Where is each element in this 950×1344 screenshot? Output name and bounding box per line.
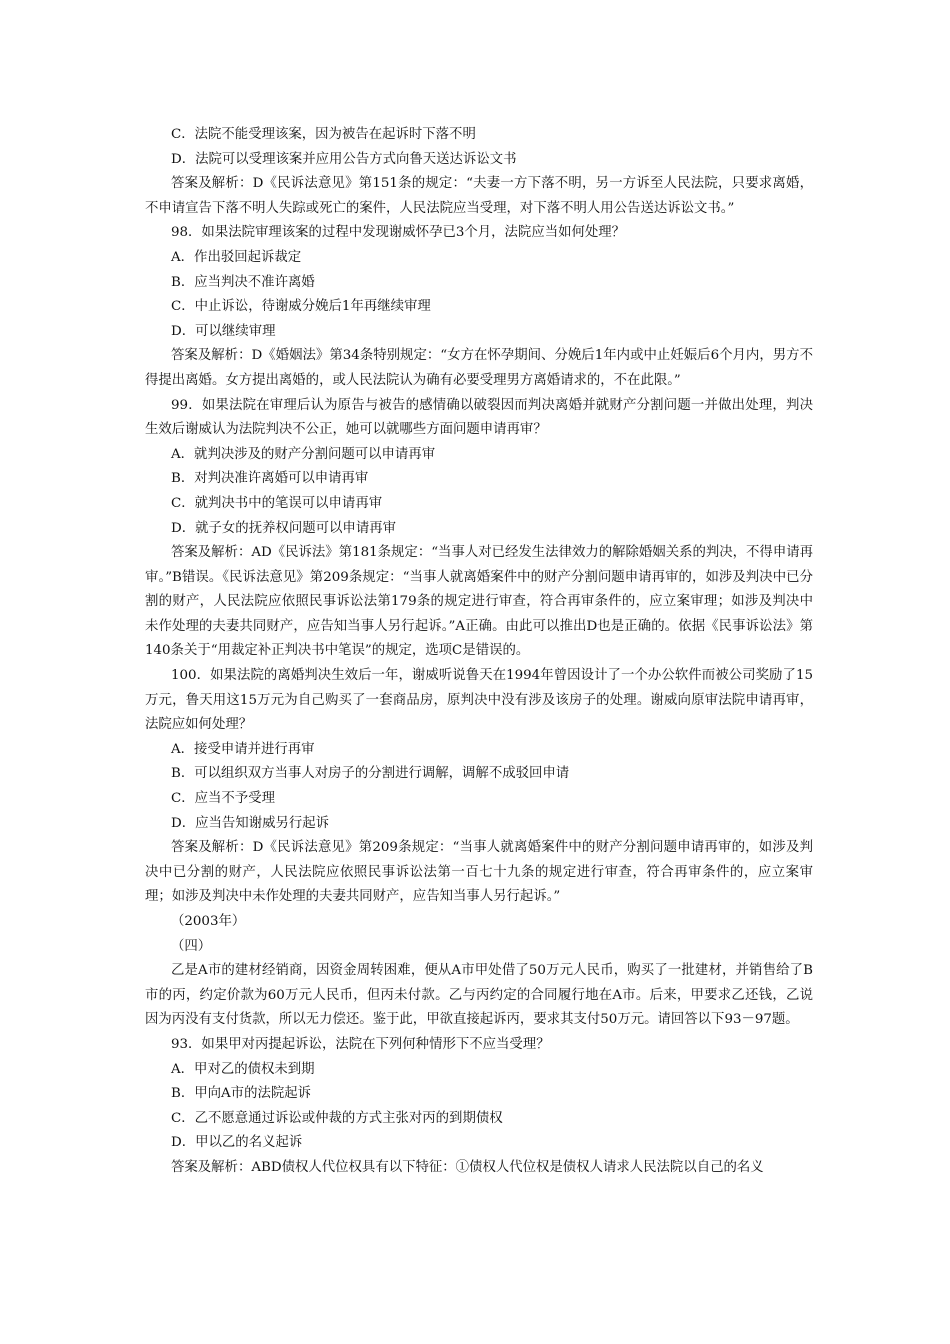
option-d: D．应当告知谢威另行起诉 [171,815,330,831]
question-100: 100．如果法院的离婚判决生效后一年，谢威听说鲁天在1994年曾因设计了一个办公软件而被公司奖励了15万元，鲁天用这15万元为自己购买了一套商品房，原判决中没有涉及该房子的处理。谢威向原审法院申请再审，法院应如何处理？ [145,668,813,733]
option-c: C．乙不愿意通过诉讼或仲裁的方式主张对丙的到期债权 [171,1110,503,1126]
option-c: C．就判决书中的笔误可以申请再审 [171,495,383,511]
answer-explanation: 答案及解析：D《婚姻法》第34条特别规定：“女方在怀孕期间、分娩后1年内或中止妊娠后6个月内，男方不得提出离婚。女方提出离婚的，或人民法院认为确有必要受理男方离婚请求的，不在此限。” [145,348,813,388]
answer-explanation: 答案及解析：D《民诉法意见》第151条的规定：“夫妻一方下落不明，另一方诉至人民法院，只要求离婚，不申请宣告下落不明人失踪或死亡的案件，人民法院应当受理，对下落不明人用公告送达诉讼文书。” [145,176,813,216]
option-b: B．甲向A市的法院起诉 [171,1086,312,1102]
option-d: D．可以继续审理 [171,323,276,339]
option-d: D．法院可以受理该案并应用公告方式向鲁天送达诉讼文书 [171,151,517,167]
option-a: A．就判决涉及的财产分割问题可以申请再审 [171,446,436,462]
question-99: 99．如果法院在审理后认为原告与被告的感情确以破裂因而判决离婚并就财产分割问题一并做出处理，判决生效后谢威认为法院判决不公正，她可以就哪些方面问题申请再审？ [145,397,813,438]
option-b: B．应当判决不准许离婚 [171,274,315,290]
section-heading: （四） [171,938,212,954]
answer-explanation: 答案及解析：ABD债权人代位权具有以下特征：①债权人代位权是债权人请求人民法院以自己的名义 [171,1159,764,1175]
option-c: C．中止诉讼，待谢威分娩后1年再继续审理 [171,299,431,315]
year-note: （2003年） [171,914,246,929]
option-c: C．应当不予受理 [171,791,275,807]
option-b: B．对判决准许离婚可以申请再审 [171,471,369,487]
option-b: B．可以组织双方当事人对房子的分割进行调解，调解不成驳回申请 [171,766,570,782]
answer-explanation: 答案及解析：D《民诉法意见》第209条规定：“当事人就离婚案件中的财产分割问题申请再审的，如涉及判决中已分割的财产，人民法院应依照民事诉讼法第一百七十九条的规定进行审查，符合再审条件的，应立案审理；如涉及判决中未作处理的夫妻共同财产，应告知当事人另行起诉。” [145,840,813,905]
question-93: 93．如果甲对丙提起诉讼，法院在下列何种情形下不应当受理？ [171,1036,550,1052]
option-d: D．甲以乙的名义起诉 [171,1135,303,1151]
option-d: D．就子女的抚养权问题可以申请再审 [171,520,396,536]
document-page [145,123,813,1181]
option-c: C．法院不能受理该案，因为被告在起诉时下落不明 [171,127,476,142]
option-a: A．甲对乙的债权未到期 [171,1061,315,1077]
option-a: A．作出驳回起诉裁定 [171,249,302,265]
option-a: A．接受申请并进行再审 [171,741,315,757]
answer-explanation: 答案及解析：AD《民诉法》第181条规定：“当事人对已经发生法律效力的解除婚姻关系的判决，不得申请再审。”B错误。《民诉法意见》第209条规定：“当事人就离婚案件中的财产分割问题申请再审的，如涉及判决中已分割的财产，人民法院应依照民事诉讼法第179条的规定进行审查，符合再审条件的，应立案审理；如涉及判决中未作处理的夫妻共同财产，应告知当事人另行起诉。”A正确。由此可以推出D也是正确的。依据《民事诉讼法》第140条关于“用裁定补正判决书中笔误”的规定，选项C是错误的。 [145,545,813,659]
case-description: 乙是A市的建材经销商，因资金周转困难，便从A市甲处借了50万元人民币，购买了一批建材，并销售给了B市的丙，约定价款为60万元人民币，但丙未付款。乙与丙约定的合同履行地在A市。后来，甲要求乙还钱，乙说因为丙没有支付货款，所以无力偿还。鉴于此，甲欲直接起诉丙，要求其支付50万元。请回答以下93－97题。 [145,963,813,1028]
question-98: 98．如果法院审理该案的过程中发现谢威怀孕已3个月，法院应当如何处理？ [171,225,626,241]
